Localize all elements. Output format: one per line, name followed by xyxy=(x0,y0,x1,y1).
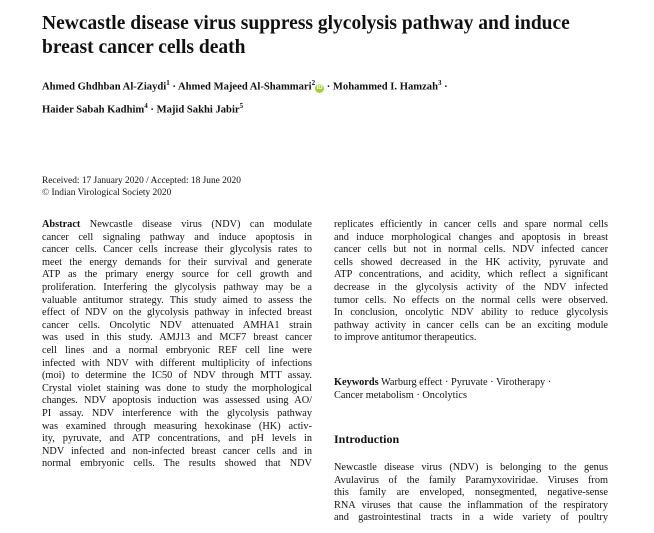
abstract-line: was examined through measuring hexokinase (HK) activ- xyxy=(42,420,312,432)
affiliation-marker: 1 xyxy=(166,79,170,87)
abstract-line: NDV infected and non-infected breast cancer cells and in xyxy=(42,445,312,457)
abstract-line: ity, pyruvate, and ATP concentrations, and pH levels in xyxy=(42,433,312,445)
abstract-line: meet the energy demands for their survival and generate xyxy=(42,256,312,268)
abstract-line: ATP as the primary energy source for cell growth and xyxy=(42,269,312,281)
author-name[interactable]: Mohammed I. Hamzah xyxy=(332,81,438,93)
orcid-icon[interactable]: iD xyxy=(316,84,323,91)
abstract-line: valuable antitumor strategy. This study aimed to assess the xyxy=(42,294,312,306)
keywords-block xyxy=(334,377,608,402)
abstract-line: pathway activity in cancer cells can be an exciting module xyxy=(334,319,608,331)
author-name[interactable]: Haider Sabah Kadhim xyxy=(42,104,145,116)
abstract-line: cancer cell signaling pathway and induce apoptosis in xyxy=(42,231,312,243)
abstract-line: cancer cells but not in normal cells. NDV infected cancer xyxy=(334,244,608,256)
abstract-line: normal embryonic cells. The results showed that NDV xyxy=(42,458,312,470)
abstract-line: decrease in the glycolysis activity of the NDV infected xyxy=(334,281,608,293)
keywords-heading: Keywords xyxy=(334,377,379,388)
abstract-line: Abstract Newcastle disease virus (NDV) can modulate xyxy=(42,219,312,230)
title-line-2: breast cancer cells death xyxy=(42,37,246,58)
abstract-line: effect of NDV on the glycolysis pathway in infected breast xyxy=(42,307,312,319)
abstract-line: replicates efficiently in cancer cells and spare normal cells xyxy=(334,219,608,230)
abstract-left-column xyxy=(42,219,312,471)
copyright-notice: © Indian Virological Society 2020 xyxy=(42,187,172,198)
keywords-line: Cancer metabolism · Oncolytics xyxy=(334,389,467,401)
abstract-heading: Abstract xyxy=(42,219,81,230)
introduction-heading: Introduction xyxy=(334,432,400,446)
affiliation-marker: 5 xyxy=(239,101,244,110)
abstract-line: PI assay. NDV interference with the glycolysis pathway xyxy=(42,407,312,419)
abstract-line: cell lines and a normal embryonic REF cell line were xyxy=(42,344,312,356)
author-separator: · xyxy=(147,104,157,116)
abstract-line: cancer cells. Cancer cells increase their glycolysis rates to xyxy=(42,244,312,256)
title-line-1: Newcastle disease virus suppress glycolysis pathway and induce xyxy=(42,13,570,34)
introduction-line: this family are enveloped, nonsegmented, negative-sense xyxy=(334,487,608,499)
publication-dates xyxy=(42,176,342,199)
abstract-line: tumor cells. No effects on the normal cells were observed. xyxy=(334,294,608,306)
abstract-line: was used in this study. AMJ13 and MCF7 breast cancer xyxy=(42,332,312,344)
author-separator: · xyxy=(324,81,333,93)
abstract-line: infected with NDV with different multiplicity of infections xyxy=(42,357,312,369)
author-name[interactable]: Majid Sakhi Jabir xyxy=(156,104,240,116)
abstract-line: proliferation. Interfering the glycolysis pathway may be a xyxy=(42,281,312,293)
introduction-body xyxy=(334,462,608,525)
abstract-right-column xyxy=(334,219,608,345)
abstract-line: changes. NDV apoptosis induction was assessed using AO/ xyxy=(42,395,312,407)
author-name[interactable]: Ahmed Ghdhban Al-Ziaydi xyxy=(42,81,167,93)
introduction-line: RNA viruses that cause the inflammation of the respiratory xyxy=(334,499,608,511)
affiliation-marker: 3 xyxy=(437,79,442,87)
keywords-line: Keywords Warburg effect · Pyruvate · Virotherapy · xyxy=(334,377,552,388)
author-separator: · xyxy=(441,81,448,93)
received-accepted-dates: Received: 17 January 2020 / Accepted: 18 June 2020 xyxy=(42,176,241,186)
abstract-line: Crystal violet staining was done to study the morphological xyxy=(42,382,312,394)
introduction-line: Newcastle disease virus (NDV) is belonging to the genus xyxy=(334,462,608,473)
abstract-line: to improve antitumor therapeutics. xyxy=(334,332,477,344)
abstract-line: cancer cells. Oncolytic NDV attenuated AMHA1 strain xyxy=(42,319,312,331)
affiliation-marker: 4 xyxy=(144,101,148,110)
introduction-line: Avulavirus of the family Paramyxoviridae. Viruses from xyxy=(334,474,608,486)
abstract-line: ATP concentrations, and acidity, which reflect a significant xyxy=(334,269,608,281)
abstract-line: In conclusion, oncolytic NDV ability to reduce glycolysis xyxy=(334,307,608,319)
affiliation-marker: 2 xyxy=(311,79,316,87)
author-name[interactable]: Ahmed Majeed Al-Shammari xyxy=(177,81,312,93)
author-list xyxy=(42,74,632,119)
abstract-line: and induce morphological changes and apoptosis in breast xyxy=(334,231,608,243)
paper-title xyxy=(42,12,632,60)
author-separator: · xyxy=(169,81,178,93)
abstract-line: (moi) to determine the IC50 of NDV through MTT assay. xyxy=(42,370,312,382)
abstract-line: cells showed decreased in the HK activity, pyruvate and xyxy=(334,256,608,268)
introduction-line: and gastrointestinal tracts in a wide variety of poultry xyxy=(334,512,608,524)
